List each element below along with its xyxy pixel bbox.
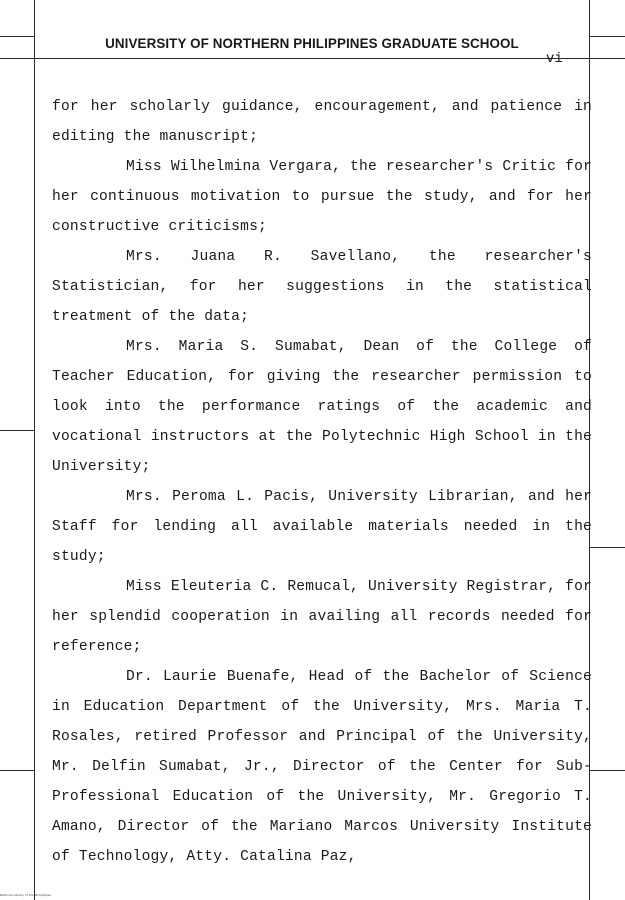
left-tick-top <box>0 36 34 37</box>
left-tick-low <box>0 770 34 771</box>
paragraph-librarian: Mrs. Peroma L. Pacis, University Librarian, and her Staff for lending all available materials needed in the study; <box>52 489 592 565</box>
left-margin-rule <box>34 0 35 900</box>
left-tick-mid <box>0 430 34 431</box>
right-tick-top <box>589 36 625 37</box>
right-tick-low <box>589 770 625 771</box>
right-tick-mid <box>589 547 625 548</box>
paragraph-statistician: Mrs. Juana R. Savellano, the researcher's Statistician, for her suggestions in the statistical treatment of the data; <box>52 249 592 325</box>
paragraph-registrar: Miss Eleuteria C. Remucal, University Registrar, for her splendid cooperation in availing all records needed for reference; <box>52 579 592 655</box>
paragraph-critic: Miss Wilhelmina Vergara, the researcher's Critic for her continuous motivation to pursue the study, and for her constructive criticisms; <box>52 159 592 235</box>
page-number: vi <box>546 51 563 67</box>
scan-footer: National Library of the Philippines <box>0 893 51 897</box>
paragraph-officials: Dr. Laurie Buenafe, Head of the Bachelor of Science in Education Department of the University, Mrs. Maria T. Rosales, retired Professor and Principal of the University, Mr. Delfin Sumabat, Jr., Director of the Center for Sub-Professional Education of the University, Mr. Gregorio T. Amano, Director of the Mariano Marcos University Institute of Technology, Atty. Catalina Paz, <box>52 669 592 865</box>
header-rule <box>0 58 625 59</box>
paragraph-dean: Mrs. Maria S. Sumabat, Dean of the College of Teacher Education, for giving the researcher permission to look into the performance ratings of the academic and vocational instructors at the Polytechnic High School in the University; <box>52 339 592 475</box>
acknowledgment-body <box>52 92 592 872</box>
page-header: UNIVERSITY OF NORTHERN PHILIPPINES GRADUATE SCHOOL <box>105 36 519 51</box>
paragraph-continuation: for her scholarly guidance, encouragement, and patience in editing the manuscript; <box>52 99 592 145</box>
